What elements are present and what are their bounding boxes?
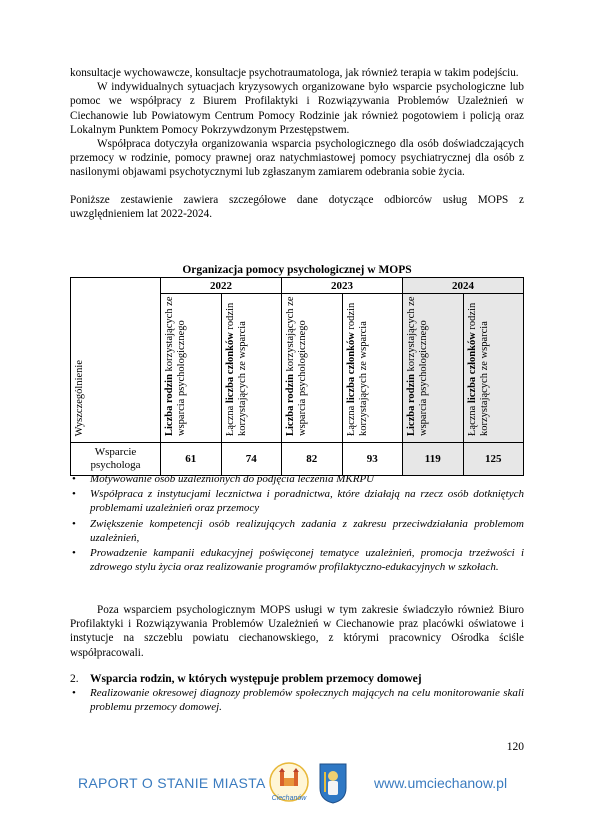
- page-number: 120: [506, 741, 524, 753]
- list-item: • Motywowanie osób uzależnionych do podjęcia leczenia MKRPU: [72, 473, 375, 485]
- svg-text:Ciechanów: Ciechanów: [271, 795, 307, 802]
- column-header: Liczba rodzin korzystających ze wsparcia psychologicznego: [282, 294, 343, 443]
- paragraph: Poza wsparciem psychologicznym MOPS usługi w tym zakresie świadczyło również Biuro Profilaktyki i Rozwiązywania Problemów Uzależnień w Ciechanowie praz placówki oświatowe i instytucje na szczeblu powiatu ciechanowskiego, z którymi pracownicy Ośrodka ściśle współpracowali.: [70, 604, 524, 659]
- section-2: [70, 672, 524, 714]
- table-cell: 125: [463, 443, 524, 476]
- paragraph: Współpraca dotyczyła organizowania wsparcia psychologicznego dla osób doświadczających przemocy w rodzinie, pomocy prawnej oraz natychmiastowej pomocy psychiatrycznej dla osób z nasilonymi objawami psychotycznymi lub zgłaszanym zamiarem odebrania sobie życia.: [70, 138, 524, 179]
- column-header: Liczba rodzin korzystających ze wsparcia psychologicznego: [403, 294, 464, 443]
- list-item: • Współpraca z instytucjami lecznictwa i poradnictwa, które działają na rzecz osób dotkniętych problemami uzależnień oraz przemocy: [72, 488, 524, 515]
- list-item: • Prowadzenie kampanii edukacyjnej poświęconej tematyce uzależnień, promocja trzeźwości i zdrowego stylu życia oraz realizowanie programów profilaktyczno-edukacyjnych w szkołach.: [72, 547, 524, 574]
- table-cell: 93: [342, 443, 403, 476]
- section-title: Wsparcia rodzin, w których występuje problem przemocy domowej: [90, 673, 422, 685]
- coat-of-arms-icon: [318, 762, 348, 804]
- footer-report-title: RAPORT O STANIE MIASTA: [78, 775, 266, 791]
- year-header: 2022: [161, 278, 282, 294]
- bullet-icon: •: [72, 687, 76, 699]
- table-cell: 61: [161, 443, 222, 476]
- row-label: Wsparcie psychologa: [71, 443, 161, 476]
- column-header: Łączna liczba członków rodzin korzystających ze wsparcia: [342, 294, 403, 443]
- list-item: • Realizowanie okresowej diagnozy problemów społecznych mających na celu monitorowanie skali problemu przemocy domowej.: [72, 687, 524, 714]
- year-header: 2023: [282, 278, 403, 294]
- row-header-cell: [71, 278, 161, 443]
- paragraph: Poniższe zestawienie zawiera szczegółowe dane dotyczące odbiorców usług MOPS z uwzględnieniem lat 2022-2024.: [70, 193, 524, 220]
- city-logo-icon: [265, 760, 313, 808]
- footer: [0, 760, 594, 810]
- paragraph: W indywidualnych sytuacjach kryzysowych organizowane było wsparcie psychologiczne lub pomoc we współpracy z Biurem Profilaktyki i Rozwiązywania Problemów Uzależnień w Ciechanowie lub Powiatowym Centrum Pomocy Rodzinie jak również pogotowiem i policją oraz Lokalnym Punktem Pomocy Pokrzywdzonym Przestępstwem.: [70, 81, 524, 136]
- year-header: 2024: [403, 278, 524, 294]
- footer-website: www.umciechanow.pl: [374, 775, 508, 791]
- paragraph: konsultacje wychowawcze, konsultacje psychotraumatologa, jak również terapia w takim podejściu.: [70, 67, 519, 79]
- body-text: [70, 66, 524, 221]
- table-cell: 82: [282, 443, 343, 476]
- bullet-icon: •: [72, 488, 76, 501]
- bullet-icon: •: [72, 517, 76, 530]
- bullet-icon: •: [72, 547, 76, 560]
- psychological-support-table: [70, 262, 524, 476]
- section-heading: [70, 672, 524, 686]
- column-header: Liczba rodzin korzystających ze wsparcia psychologicznego: [161, 294, 222, 443]
- table-cell: 119: [403, 443, 464, 476]
- column-header: Łączna liczba członków rodzin korzystających ze wsparcia: [463, 294, 524, 443]
- row-header-label: Wyszczególnienie: [74, 359, 85, 436]
- bullet-icon: •: [72, 473, 76, 485]
- paragraph-block: [70, 603, 524, 660]
- bullet-list: [70, 472, 524, 575]
- section-number: 2.: [70, 673, 79, 685]
- table-cell: 74: [221, 443, 282, 476]
- list-item: • Zwiększenie kompetencji osób realizujących zadania z zakresu przeciwdziałania problemom uzależnień,: [72, 517, 524, 544]
- column-header: Łączna liczba członków rodzin korzystających ze wsparcia: [221, 294, 282, 443]
- table-caption: Organizacja pomocy psychologicznej w MOPS: [182, 263, 412, 276]
